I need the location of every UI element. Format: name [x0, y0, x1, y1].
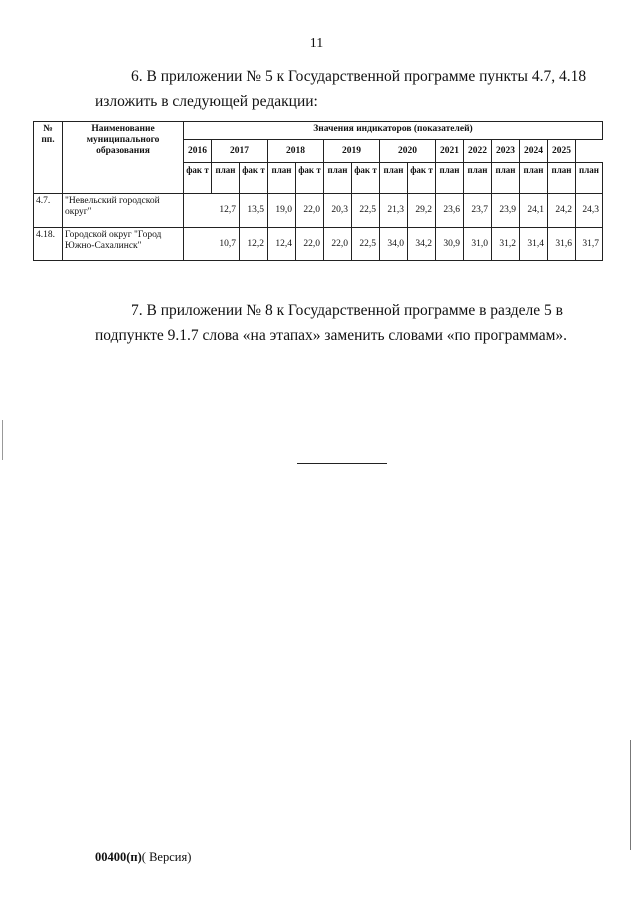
indicator-value: 31,2 — [492, 228, 520, 261]
subheader-cell: фак т — [408, 163, 436, 194]
footer-code: 00400(п) — [95, 850, 142, 864]
indicator-value: 29,2 — [408, 194, 436, 228]
municipality-name: Городской округ "Город Южно-Сахалинск" — [63, 228, 184, 261]
item-7-line-1: 7. В приложении № 8 к Государственной программе в разделе 5 в — [131, 302, 563, 319]
indicator-value: 34,2 — [408, 228, 436, 261]
indicator-value: 24,2 — [548, 194, 576, 228]
table-body — [34, 194, 603, 261]
document-footer — [95, 850, 191, 865]
subheader-cell: план — [268, 163, 296, 194]
year-header: 2018 — [268, 140, 324, 163]
subheader-cell: фак т — [296, 163, 324, 194]
indicators-table — [33, 121, 603, 261]
indicator-value: 31,7 — [576, 228, 603, 261]
item-6-paragraph — [95, 64, 589, 114]
subheader-cell: план — [520, 163, 548, 194]
subheader-cell: план — [548, 163, 576, 194]
indicator-value: 21,3 — [380, 194, 408, 228]
year-header: 2025 — [548, 140, 576, 163]
footer-version: ( Версия) — [141, 850, 192, 864]
year-header: 2017 — [212, 140, 268, 163]
indicator-value: 22,0 — [296, 194, 324, 228]
subheader-cell: план — [436, 163, 464, 194]
municipality-name: "Невельский городской округ" — [63, 194, 184, 228]
header-number: № пп. — [34, 122, 63, 194]
scan-edge-mark — [2, 420, 3, 460]
header-values: Значения индикаторов (показателей) — [184, 122, 603, 140]
year-header: 2023 — [492, 140, 520, 163]
subheader-cell: план — [492, 163, 520, 194]
indicator-value: 20,3 — [324, 194, 352, 228]
item-7-paragraph — [95, 298, 589, 348]
indicator-value: 22,0 — [324, 228, 352, 261]
subheader-cell: фак т — [240, 163, 268, 194]
subheader-cell: план — [380, 163, 408, 194]
subheader-cell: план — [464, 163, 492, 194]
year-header: 2016 — [184, 140, 212, 163]
indicator-value: 31,0 — [464, 228, 492, 261]
indicator-value: 24,1 — [520, 194, 548, 228]
table-row — [34, 228, 603, 261]
subheader-cell: фак т — [352, 163, 380, 194]
indicator-value: 31,6 — [548, 228, 576, 261]
indicator-value: 22,5 — [352, 228, 380, 261]
indicator-value: 23,9 — [492, 194, 520, 228]
page-number: 11 — [309, 36, 324, 51]
year-header: 2019 — [324, 140, 380, 163]
item-6-line-1: 6. В приложении № 5 к Государственной программе пункты 4.7, 4.18 — [131, 68, 587, 85]
indicator-value: 12,4 — [268, 228, 296, 261]
indicator-value: 12,7 — [184, 194, 240, 228]
divider-line — [297, 463, 387, 464]
year-header: 2021 — [436, 140, 464, 163]
subheader-cell: фак т — [184, 163, 212, 194]
indicator-value: 22,0 — [296, 228, 324, 261]
indicator-value: 34,0 — [380, 228, 408, 261]
year-header: 2022 — [464, 140, 492, 163]
indicator-value: 10,7 — [184, 228, 240, 261]
year-header: 2020 — [380, 140, 436, 163]
row-number: 4.7. — [34, 194, 63, 228]
indicator-value: 31,4 — [520, 228, 548, 261]
table-row — [34, 194, 603, 228]
indicator-value: 22,5 — [352, 194, 380, 228]
indicator-value: 13,5 — [240, 194, 268, 228]
subheader-cell: план — [212, 163, 240, 194]
header-name: Наименование муниципального образования — [63, 122, 184, 194]
indicator-value: 30,9 — [436, 228, 464, 261]
item-6-line-2: изложить в следующей редакции: — [95, 93, 318, 110]
indicator-value: 23,6 — [436, 194, 464, 228]
indicator-value: 12,2 — [240, 228, 268, 261]
row-number: 4.18. — [34, 228, 63, 261]
scan-edge-line — [630, 740, 631, 850]
indicator-value: 19,0 — [268, 194, 296, 228]
year-header: 2024 — [520, 140, 548, 163]
subheader-cell: план — [576, 163, 603, 194]
item-7-line-2: подпункте 9.1.7 слова «на этапах» заменить словами «по программам». — [95, 327, 568, 344]
subheader-cell: план — [324, 163, 352, 194]
indicator-value: 24,3 — [576, 194, 603, 228]
indicator-value: 23,7 — [464, 194, 492, 228]
